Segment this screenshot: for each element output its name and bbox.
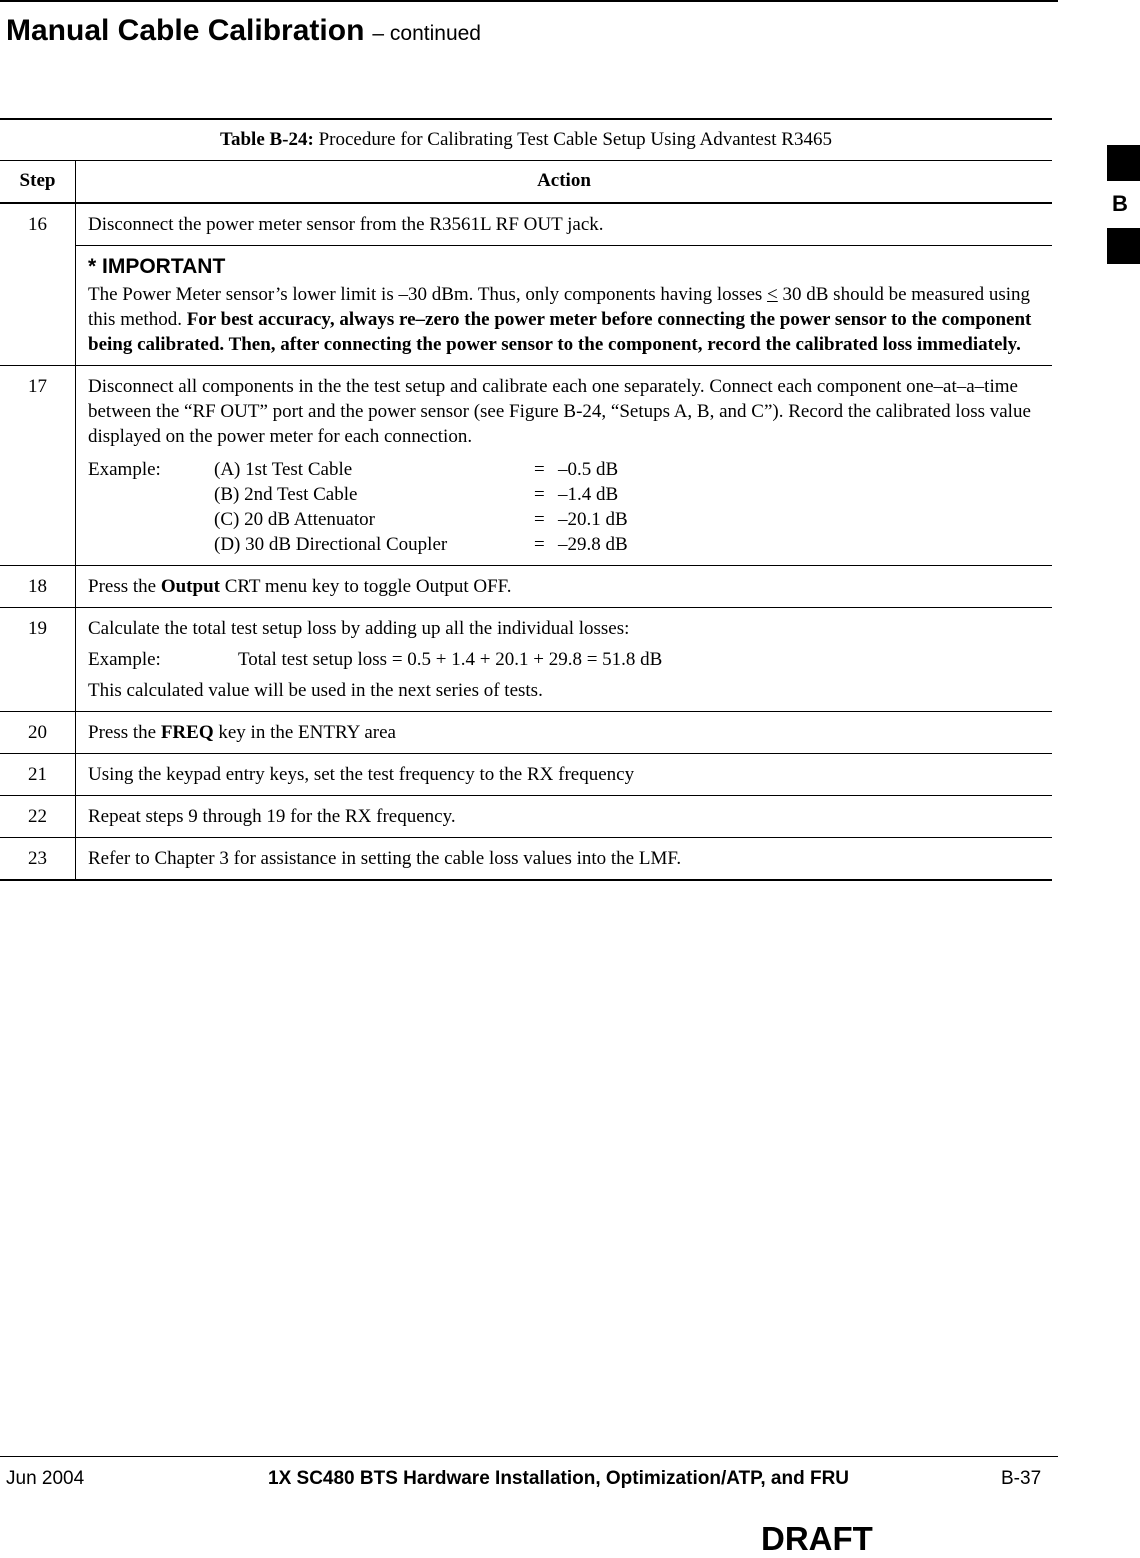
- step-action-text: key in the ENTRY area: [213, 722, 396, 743]
- continued-label: – continued: [372, 22, 481, 45]
- table-row: [0, 203, 1052, 246]
- important-text-start: The Power Meter sensor’s lower limit is –30 dBm. Thus, only components having losses: [88, 284, 768, 305]
- example-item-value: –20.1 dB: [558, 509, 628, 530]
- table-caption-row: [0, 119, 1052, 161]
- step-action-text: Press the: [88, 576, 161, 597]
- example-item-name: (C) 20 dB Attenuator: [214, 509, 375, 530]
- important-label: * IMPORTANT: [88, 255, 226, 278]
- footer-page-number: B-37: [1001, 1468, 1042, 1489]
- table-row: [0, 712, 1052, 754]
- key-name: Output: [160, 576, 220, 597]
- step-number: 17: [0, 366, 76, 566]
- table-row: [0, 608, 1052, 712]
- step-action: Refer to Chapter 3 for assistance in setting the cable loss values into the LMF.: [76, 838, 1053, 881]
- step-note: This calculated value will be used in the next series of tests.: [88, 680, 543, 701]
- table-row: [0, 754, 1052, 796]
- table-row: [0, 366, 1052, 566]
- example-item-value: –0.5 dB: [558, 459, 619, 480]
- step-number: 18: [0, 566, 76, 608]
- step-action: [76, 712, 1053, 754]
- step-action: Using the keypad entry keys, set the test frequency to the RX frequency: [76, 754, 1053, 796]
- step-action: [76, 566, 1053, 608]
- side-tab-letter: B: [1112, 191, 1128, 216]
- table-row: [0, 566, 1052, 608]
- step-action-text: CRT menu key to toggle Output OFF.: [219, 576, 512, 597]
- important-note: [76, 246, 1053, 366]
- side-tab-marker-top: [1107, 145, 1140, 181]
- important-text-bold: For best accuracy, always re–zero the power meter before connecting the power sensor to the component being calibrated. Then, after connecting the power sensor to the component, record the calibrated loss immediately.: [88, 309, 1032, 355]
- column-header-step: Step: [0, 161, 76, 204]
- footer-date: Jun 2004: [6, 1468, 85, 1489]
- example-item-equals: =: [534, 534, 545, 555]
- footer-rule: [0, 1456, 1058, 1457]
- example-item-value: –1.4 dB: [558, 484, 619, 505]
- example-item-name: (B) 2nd Test Cable: [214, 484, 358, 505]
- example-item-name: (D) 30 dB Directional Coupler: [214, 534, 448, 555]
- example-item-value: –29.8 dB: [558, 534, 628, 555]
- page-title-text: Manual Cable Calibration: [6, 14, 365, 47]
- step-number: 23: [0, 838, 76, 881]
- example-item-name: (A) 1st Test Cable: [214, 459, 353, 480]
- draft-stamp: DRAFT: [761, 1520, 873, 1557]
- table-header-row: [0, 161, 1052, 204]
- step-number: 20: [0, 712, 76, 754]
- step-number: 21: [0, 754, 76, 796]
- table-caption-text: Procedure for Calibrating Test Cable Setup Using Advantest R3465: [318, 129, 832, 150]
- less-equal-symbol: <: [767, 284, 778, 305]
- example-item-equals: =: [534, 509, 545, 530]
- example-line: [88, 647, 1040, 672]
- step-action-text: Calculate the total test setup loss by adding up all the individual losses:: [88, 618, 630, 639]
- footer-title: 1X SC480 BTS Hardware Installation, Optimization/ATP, and FRU: [268, 1468, 850, 1489]
- side-tab-marker-bottom: [1107, 228, 1140, 264]
- table-row: [0, 796, 1052, 838]
- top-rule: [0, 0, 1058, 2]
- step-action-text: Disconnect all components in the the test setup and calibrate each one separately. Connect each component one–at–a–time between the “RF OUT” port and the power sensor (see Figure B-24, “Setups A, B, and C”). Record the calibrated loss value displayed on the power meter for each connection.: [88, 376, 1031, 447]
- step-action: [76, 608, 1053, 712]
- step-action: Repeat steps 9 through 19 for the RX frequency.: [76, 796, 1053, 838]
- step-number: 16: [0, 203, 76, 366]
- important-text-mid: 30 dB should be measured using this method.: [88, 284, 1031, 330]
- table-row: [0, 838, 1052, 881]
- page-title: [6, 14, 481, 48]
- step-action-text: Press the: [88, 722, 161, 743]
- example-list: [88, 457, 1040, 557]
- example-item-equals: =: [534, 459, 545, 480]
- example-text: Total test setup loss = 0.5 + 1.4 + 20.1 + 29.8 = 51.8 dB: [238, 649, 663, 670]
- table-caption: [0, 119, 1052, 161]
- key-name: FREQ: [160, 722, 214, 743]
- step-action: Disconnect the power meter sensor from the R3561L RF OUT jack.: [76, 203, 1053, 246]
- example-label: Example:: [88, 459, 161, 480]
- step-number: 22: [0, 796, 76, 838]
- step-action: [76, 366, 1053, 566]
- table-caption-label: Table B-24:: [220, 129, 314, 150]
- step-number: 19: [0, 608, 76, 712]
- column-header-action: Action: [76, 161, 1053, 204]
- table-row: [0, 246, 1052, 366]
- procedure-table: [0, 118, 1052, 881]
- example-label: Example:: [88, 649, 161, 670]
- example-item-equals: =: [534, 484, 545, 505]
